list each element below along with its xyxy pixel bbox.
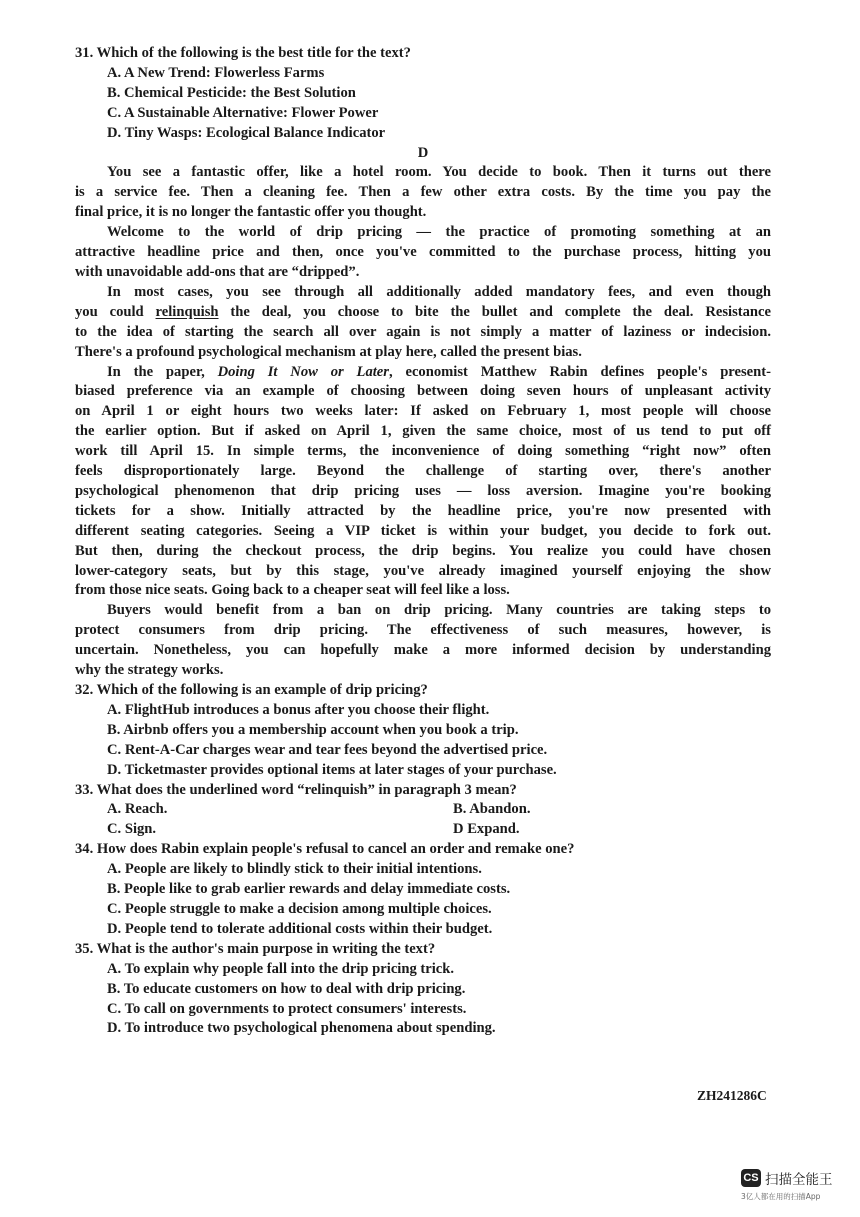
text-span: , economist Matthew Rabin defines people's present- bbox=[388, 363, 771, 380]
scanner-watermark bbox=[741, 1166, 851, 1206]
passage-line: Welcome to the world of drip pricing — the practice of promoting something at an bbox=[107, 224, 771, 241]
paper-title: Doing It Now or Later bbox=[217, 363, 389, 380]
watermark-tagline: 3亿人都在用的扫描App bbox=[741, 1192, 821, 1201]
passage-line: final price, it is no longer the fantastic offer you thought. bbox=[75, 204, 427, 221]
passage-line: tickets for a show. Initially attracted by the headline price, you're now presented with bbox=[75, 502, 771, 519]
passage-line: is a service fee. Then a cleaning fee. Then a few other extra costs. By the time you pay the bbox=[75, 184, 771, 201]
q35-option-b: B. To educate customers on how to deal with drip pricing. bbox=[107, 980, 466, 997]
q34-question: 34. How does Rabin explain people's refusal to cancel an order and remake one? bbox=[75, 841, 575, 858]
q32-option-a: A. FlightHub introduces a bonus after you choose their flight. bbox=[107, 701, 490, 718]
passage-line: You see a fantastic offer, like a hotel room. You decide to book. Then it turns out there bbox=[107, 164, 771, 181]
q31-question: 31. Which of the following is the best title for the text? bbox=[75, 45, 411, 61]
passage-line: why the strategy works. bbox=[75, 662, 224, 679]
q34-option-b: B. People like to grab earlier rewards and delay immediate costs. bbox=[107, 881, 511, 898]
passage-line: to the idea of starting the search all over again is not simply a matter of laziness or indecision. bbox=[75, 323, 771, 340]
q33-question: 33. What does the underlined word “relinquish” in paragraph 3 mean? bbox=[75, 781, 517, 798]
passage-line: But then, during the checkout process, the drip begins. You realize you could have chosen bbox=[75, 542, 771, 559]
passage-line: on April 1 or eight hours two weeks later: If asked on February 1, most people will choose bbox=[75, 403, 771, 420]
passage-line: feels disproportionately large. Beyond the challenge of starting over, there's another bbox=[75, 463, 771, 480]
passage-line: psychological phenomenon that drip pricing uses — loss aversion. Imagine you're booking bbox=[75, 482, 771, 499]
q32-question: 32. Which of the following is an example of drip pricing? bbox=[75, 682, 428, 698]
passage-line: the earlier option. But if asked on April 1, given the same choice, most of us tend to put off bbox=[75, 423, 771, 440]
passage-line: Buyers would benefit from a ban on drip pricing. Many countries are taking steps to bbox=[107, 602, 771, 619]
q32-option-b: B. Airbnb offers you a membership account when you book a trip. bbox=[107, 721, 519, 738]
q33-option-b: B. Abandon. bbox=[453, 801, 531, 818]
q35-option-d: D. To introduce two psychological phenomena about spending. bbox=[107, 1020, 496, 1037]
q32-option-c: C. Rent-A-Car charges wear and tear fees beyond the advertised price. bbox=[107, 741, 548, 758]
q34-option-c: C. People struggle to make a decision among multiple choices. bbox=[107, 900, 492, 917]
exam-page bbox=[75, 44, 771, 1039]
q31-option-d: D. Tiny Wasps: Ecological Balance Indicator bbox=[107, 124, 386, 141]
passage-line bbox=[75, 363, 771, 383]
camscanner-logo-icon: CS bbox=[741, 1169, 761, 1187]
q31-option-b: B. Chemical Pesticide: the Best Solution bbox=[107, 84, 356, 101]
passage-paragraph-3 bbox=[75, 283, 771, 363]
q34-option-d: D. People tend to tolerate additional costs within their budget. bbox=[107, 920, 493, 937]
passage-line bbox=[75, 303, 771, 323]
q35-question: 35. What is the author's main purpose in writing the text? bbox=[75, 940, 436, 957]
passage-paragraph-2 bbox=[75, 223, 771, 283]
passage-paragraph-5 bbox=[75, 601, 771, 681]
passage-section-letter: D bbox=[417, 144, 429, 161]
passage-line: biased preference via an example of choosing between doing seven hours of unpleasant activity bbox=[75, 383, 771, 400]
q31-option-c: C. A Sustainable Alternative: Flower Power bbox=[107, 104, 379, 121]
q33-options-row-2 bbox=[75, 820, 771, 840]
passage-line: protect consumers from drip pricing. The effectiveness of such measures, however, is bbox=[75, 622, 771, 639]
passage-line: attractive headline price and then, once you've committed to the purchase process, hitting you bbox=[75, 244, 771, 261]
passage-line: uncertain. Nonetheless, you can hopefully make a more informed decision by understanding bbox=[75, 642, 771, 659]
q32-option-d: D. Ticketmaster provides optional items at later stages of your purchase. bbox=[107, 761, 557, 778]
passage-line: lower-category seats, but by this stage, you've already imagined yourself enjoying the show bbox=[75, 562, 771, 579]
q35-option-c: C. To call on governments to protect consumers' interests. bbox=[107, 1000, 467, 1017]
text-span: In the paper, bbox=[107, 363, 218, 380]
passage-paragraph-1 bbox=[75, 163, 771, 223]
document-code: ZH241286C bbox=[697, 1088, 767, 1103]
watermark-app-name: 扫描全能王 bbox=[765, 1172, 833, 1188]
passage-line: from those nice seats. Going back to a cheaper seat will feel like a loss. bbox=[75, 582, 510, 599]
passage-line: work till April 15. In simple terms, the inconvenience of doing something “right now” often bbox=[75, 443, 771, 460]
q33-option-a: A. Reach. bbox=[107, 801, 168, 818]
text-span: you could bbox=[75, 303, 156, 320]
text-span: the deal, you choose to bite the bullet and complete the deal. Resistance bbox=[218, 303, 771, 320]
q35-option-a: A. To explain why people fall into the drip pricing trick. bbox=[107, 960, 455, 977]
q31-option-a: A. A New Trend: Flowerless Farms bbox=[107, 64, 325, 81]
q33-options-row-1 bbox=[75, 800, 771, 820]
passage-line: There's a profound psychological mechanism at play here, called the present bias. bbox=[75, 343, 582, 360]
passage-line: In most cases, you see through all additionally added mandatory fees, and even though bbox=[107, 283, 771, 300]
q33-option-d: D Expand. bbox=[453, 821, 520, 838]
q34-option-a: A. People are likely to blindly stick to their initial intentions. bbox=[107, 861, 482, 878]
q33-option-c: C. Sign. bbox=[107, 821, 157, 838]
passage-line: with unavoidable add-ons that are “dripped”. bbox=[75, 263, 360, 280]
underlined-word-relinquish: relinquish bbox=[155, 303, 219, 320]
passage-paragraph-4 bbox=[75, 363, 771, 602]
passage-line: different seating categories. Seeing a VIP ticket is within your budget, you decide to fork out. bbox=[75, 522, 771, 539]
